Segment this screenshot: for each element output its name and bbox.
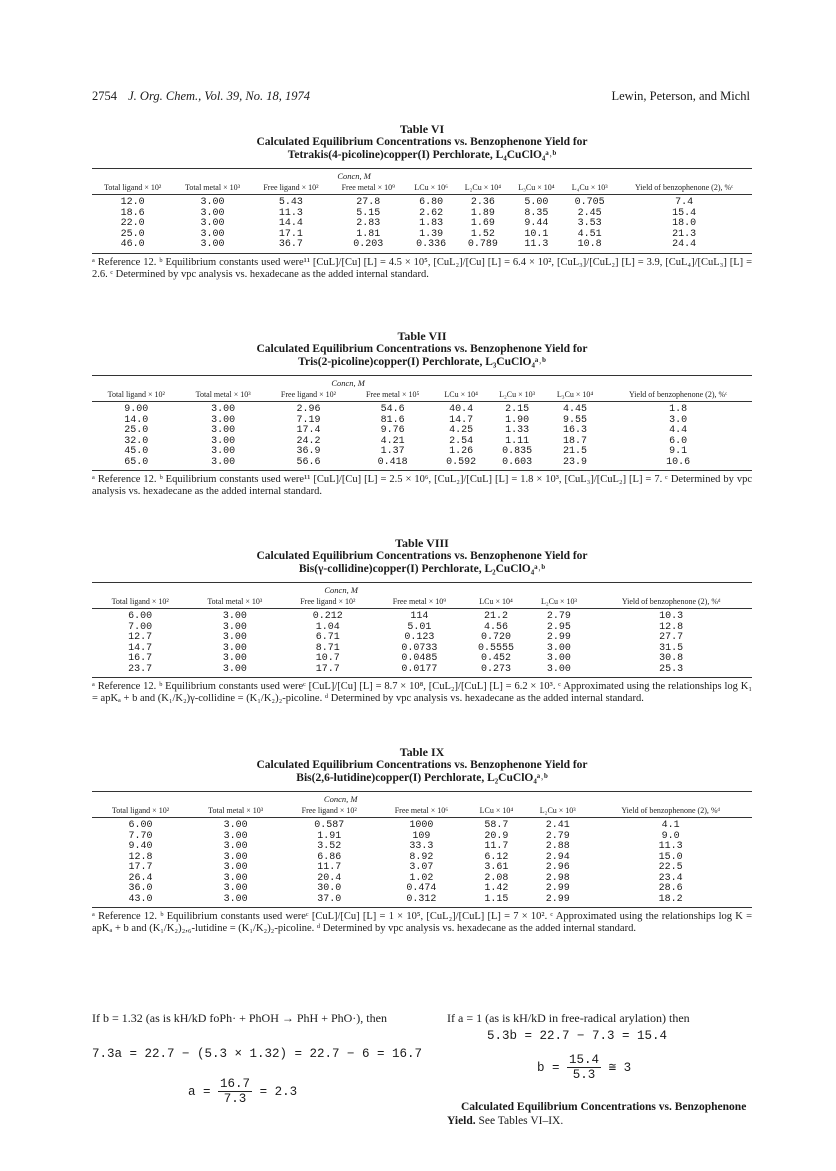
table-cell: 2.36 xyxy=(470,197,495,208)
table-cell: 3.07 xyxy=(409,862,434,873)
column-header: Free metal × 10⁵ xyxy=(351,390,434,402)
table-cell: 3.0 xyxy=(669,414,688,426)
table-cell: 25.0 xyxy=(124,425,149,436)
column-header: Yield of benzophenone (2), %ᶜ xyxy=(616,183,752,195)
table-cell: 36.7 xyxy=(252,240,331,253)
data-table xyxy=(92,168,752,254)
table-cell: 6.71 xyxy=(315,632,340,643)
table-cell: 45.0 xyxy=(124,446,149,457)
table-cell: 17.7 xyxy=(281,665,374,678)
table-cell: 18.6 xyxy=(120,207,145,219)
table-cell: 7.00 xyxy=(128,621,153,633)
column-header: Total ligand × 10² xyxy=(92,806,189,818)
column-header: Free ligand × 10² xyxy=(281,597,374,609)
table-row xyxy=(92,219,752,230)
table-row xyxy=(92,633,752,644)
column-header: LCu × 10⁶ xyxy=(406,183,456,195)
table-cell: 1.04 xyxy=(315,621,340,633)
table-cell: 9.55 xyxy=(563,414,588,426)
table-cell: 12.0 xyxy=(120,197,145,208)
table-cell: 10.6 xyxy=(604,458,752,471)
table-cell: 0.452 xyxy=(481,653,512,664)
table-cell: 3.00 xyxy=(173,240,251,253)
table-cell: 3.00 xyxy=(200,218,225,229)
table-cell: 9.40 xyxy=(128,841,153,852)
table-footnote: ᵃ Reference 12. ᵇ Equilibrium constants used wereᶜ [CuL]/[Cu] [L] = 8.7 × 10⁸, [CuL₂]/[CuL] [L] = 6.2 × 10³. ᶜ Approximated using the relationships log K₁ = apKₐ + b and (K₁/K₂)γ-collidine = (K₁/K₂)₂-picoline. ᵈ Determined by vpc analysis vs. hexadecane as the added internal standard. xyxy=(92,681,752,704)
table-cell: 7.4 xyxy=(675,197,694,208)
right-column xyxy=(447,1011,757,1128)
table-cell: 2.15 xyxy=(505,404,530,415)
table-cell: 33.3 xyxy=(409,841,434,852)
table-cell: 1.91 xyxy=(317,830,342,842)
table-row xyxy=(92,402,752,416)
table-cell: 3.00 xyxy=(223,872,248,884)
table-cell: 0.474 xyxy=(406,883,437,894)
table-cell: 5.15 xyxy=(356,207,381,219)
table-cell: 17.4 xyxy=(296,425,321,436)
table-cell: 6.00 xyxy=(128,820,153,831)
table-caption-line2: Bis(γ-collidine)copper(I) Perchlorate, L₂CuClO₄ᵃ˒ᵇ xyxy=(298,563,546,575)
table-cell: 0.123 xyxy=(404,632,435,643)
table-cell: 9.44 xyxy=(524,218,549,229)
column-header: Total ligand × 10² xyxy=(92,390,180,402)
table-ix-block xyxy=(92,745,752,935)
table-cell: 2.62 xyxy=(419,207,444,219)
table-row xyxy=(92,818,752,832)
table-cell: 3.00 xyxy=(211,404,236,415)
column-header: LCu × 10⁴ xyxy=(434,390,488,402)
table-cell: 1.69 xyxy=(470,218,495,229)
table-cell: 40.4 xyxy=(449,404,474,415)
table-cell: 0.587 xyxy=(314,820,345,831)
concn-label: Concn, M xyxy=(92,583,590,598)
table-cell: 114 xyxy=(410,611,429,622)
table-cell: 2.94 xyxy=(545,851,570,863)
left-column xyxy=(92,1011,442,1106)
table-cell: 17.7 xyxy=(128,862,153,873)
table-cell: 30.0 xyxy=(317,883,342,894)
table-cell: 1.42 xyxy=(484,883,509,894)
table-cell: 1.8 xyxy=(669,404,688,415)
column-header: Yield of benzophenone (2), %ᶜ xyxy=(604,390,752,402)
table-cell: 6.80 xyxy=(419,197,444,208)
table-cell: 2.98 xyxy=(545,872,570,884)
table-cell: 10.1 xyxy=(524,228,549,240)
table-cell: 12.8 xyxy=(659,621,684,633)
table-cell: 3.00 xyxy=(223,830,248,842)
table-cell: 46.0 xyxy=(92,240,173,253)
table-cell: 109 xyxy=(412,830,431,842)
column-header: L₂Cu × 10³ xyxy=(528,597,591,609)
table-cell: 7.19 xyxy=(296,414,321,426)
table-cell: 4.1 xyxy=(661,820,680,831)
table-cell: 3.00 xyxy=(222,632,247,643)
table-vii-block xyxy=(92,329,752,498)
data-table xyxy=(92,375,752,471)
table-cell: 11.3 xyxy=(510,240,564,253)
table-cell: 4.25 xyxy=(449,425,474,436)
table-caption-line2: Tris(2-picoline)copper(I) Perchlorate, L₃CuClO₄ᵃ˒ᵇ xyxy=(298,356,546,368)
data-table xyxy=(92,582,752,678)
table-cell: 18.2 xyxy=(589,895,752,908)
table-cell: 16.3 xyxy=(563,425,588,436)
table-cell: 0.336 xyxy=(406,240,456,253)
table-cell: 27.8 xyxy=(356,197,381,208)
table-cell: 2.99 xyxy=(526,895,589,908)
table-cell: 14.7 xyxy=(449,414,474,426)
table-cell: 1.33 xyxy=(505,425,530,436)
table-cell: 2.88 xyxy=(545,841,570,852)
section-title: Calculated Equilibrium Concentrations vs. Benzophenone Yield. xyxy=(447,1101,747,1127)
table-cell: 16.7 xyxy=(128,653,153,664)
table-cell: 18.7 xyxy=(563,435,588,447)
table-cell: 10.7 xyxy=(315,653,340,664)
table-cell: 1.90 xyxy=(505,414,530,426)
table-cell: 11.7 xyxy=(317,862,342,873)
table-cell: 1.11 xyxy=(505,435,530,447)
table-cell: 0.418 xyxy=(351,458,434,471)
table-cell: 3.00 xyxy=(222,611,247,622)
column-header: Total metal × 10³ xyxy=(189,806,282,818)
table-cell: 65.0 xyxy=(92,458,180,471)
fraction: $\frac{16.7}{7.3}$ xyxy=(220,1077,251,1106)
table-cell: 25.0 xyxy=(120,228,145,240)
table-row xyxy=(92,884,752,895)
column-header: Total ligand × 10² xyxy=(92,597,188,609)
table-cell: 2.79 xyxy=(546,611,571,622)
table-cell: 28.6 xyxy=(658,883,683,894)
table-number: Table VIII xyxy=(395,536,449,550)
table-cell: 14.4 xyxy=(278,218,303,229)
table-cell: 5.01 xyxy=(407,621,432,633)
table-cell: 2.79 xyxy=(545,830,570,842)
table-cell: 6.0 xyxy=(669,435,688,447)
table-cell: 2.08 xyxy=(484,872,509,884)
table-number: Table VII xyxy=(397,329,447,343)
table-cell: 43.0 xyxy=(92,895,189,908)
table-row xyxy=(92,240,752,253)
table-footnote: ᵃ Reference 12. ᵇ Equilibrium constants used were¹¹ [CuL]/[Cu] [L] = 4.5 × 10⁵, [CuL₂]/[Cu] [L] = 6.4 × 10², [CuL₃]/[CuL₂] [L] = 3.9, [CuL₄]/[CuL₃] [L] = 2.6. ᶜ Determined by vpc analysis vs. hexadecane as the added internal standard. xyxy=(92,256,752,280)
table-cell: 3.00 xyxy=(200,228,225,240)
table-row xyxy=(92,842,752,853)
table-row xyxy=(92,437,752,448)
table-cell: 1.83 xyxy=(419,218,444,229)
table-cell: 12.7 xyxy=(128,632,153,643)
column-header: Yield of benzophenone (2), %ᵈ xyxy=(590,597,752,609)
table-cell: 0.0733 xyxy=(401,642,438,654)
table-cell: 1.52 xyxy=(470,228,495,240)
table-cell: 6.12 xyxy=(484,851,509,863)
table-cell: 3.00 xyxy=(546,642,571,654)
table-cell: 11.3 xyxy=(278,207,303,219)
table-row xyxy=(92,195,752,209)
table-cell: 3.00 xyxy=(211,435,236,447)
table-cell: 58.7 xyxy=(484,820,509,831)
column-header: L₃Cu × 10⁴ xyxy=(510,183,564,195)
concn-label: Concn, M xyxy=(92,792,589,807)
table-cell: 6.00 xyxy=(128,611,153,622)
table-cell: 9.00 xyxy=(124,404,149,415)
table-cell: 4.21 xyxy=(380,435,405,447)
table-cell: 3.53 xyxy=(577,218,602,229)
equation: 5.3b = 22.7 − 7.3 = 15.4 xyxy=(487,1029,668,1043)
table-cell: 3.00 xyxy=(223,841,248,852)
fraction: $\frac{15.4}{5.3}$ xyxy=(569,1053,600,1082)
table-cell: 4.51 xyxy=(577,228,602,240)
column-header: Total metal × 10³ xyxy=(188,597,281,609)
table-row xyxy=(92,863,752,874)
table-cell: 56.6 xyxy=(266,458,351,471)
table-cell: 32.0 xyxy=(124,435,149,447)
data-table xyxy=(92,791,752,908)
table-row xyxy=(92,665,752,678)
page-number: 2754 xyxy=(92,89,117,103)
table-cell: 54.6 xyxy=(380,404,405,415)
column-header: Yield of benzophenone (2), %ᵈ xyxy=(589,806,752,818)
column-header: L₄Cu × 10³ xyxy=(563,183,616,195)
table-cell: 18.0 xyxy=(672,218,697,229)
column-header: Free metal × 10⁹ xyxy=(374,597,464,609)
column-header: LCu × 10⁴ xyxy=(467,806,526,818)
table-cell: 3.00 xyxy=(222,621,247,633)
table-cell: 23.7 xyxy=(92,665,188,678)
table-number: Table VI xyxy=(399,122,445,136)
table-cell: 14.7 xyxy=(128,642,153,654)
table-caption-line1: Calculated Equilibrium Concentrations vs. Benzophenone Yield for xyxy=(256,759,588,771)
table-cell: 0.592 xyxy=(434,458,488,471)
table-cell: 4.4 xyxy=(669,425,688,436)
journal-citation: J. Org. Chem., Vol. 39, No. 18, 1974 xyxy=(128,89,310,103)
table-cell: 0.835 xyxy=(502,446,533,457)
table-cell: 8.71 xyxy=(315,642,340,654)
table-cell: 4.45 xyxy=(563,404,588,415)
equation: a = $\frac{16.7}{7.3}$ = 2.3 xyxy=(188,1077,298,1106)
table-cell: 0.603 xyxy=(488,458,546,471)
left-intro-text: If b = 1.32 (as is kH/kD foPh· + PhOH → PhH + PhO·), then xyxy=(92,1011,387,1025)
table-cell: 0.273 xyxy=(465,665,528,678)
table-cell: 1.26 xyxy=(449,446,474,457)
table-cell: 9.1 xyxy=(669,446,688,457)
table-cell: 5.00 xyxy=(524,197,549,208)
table-row xyxy=(92,447,752,458)
table-cell: 2.99 xyxy=(546,632,571,643)
table-cell: 2.99 xyxy=(545,883,570,894)
table-cell: 1.37 xyxy=(380,446,405,457)
column-header: Total metal × 10³ xyxy=(173,183,251,195)
table-cell: 23.4 xyxy=(658,872,683,884)
author-names: Lewin, Peterson, and Michl xyxy=(611,89,750,103)
column-header: Free ligand × 10² xyxy=(252,183,331,195)
table-cell: 20.9 xyxy=(484,830,509,842)
table-footnote: ᵃ Reference 12. ᵇ Equilibrium constants used wereᶜ [CuL]/[Cu] [L] = 1 × 10⁵, [CuL₂]/[CuL] [L] = 7 × 10². ᶜ Approximated using the relationships log K = apKₐ + b and (K₁/K₂)₂,₆-lutidine = (K₁/K₂)₂-picoline. ᵈ Determined by vpc analysis vs. hexadecane as the added internal standard. xyxy=(92,911,752,934)
table-cell: 3.00 xyxy=(223,820,248,831)
table-cell: 3.00 xyxy=(528,665,591,678)
column-header: L₂Cu × 10⁴ xyxy=(456,183,510,195)
table-caption-line2: Tetrakis(4-picoline)copper(I) Perchlorate, L₄CuClO₄ᵃ˒ᵇ xyxy=(287,149,557,161)
table-cell: 20.4 xyxy=(317,872,342,884)
table-cell: 3.00 xyxy=(188,665,281,678)
table-cell: 2.41 xyxy=(545,820,570,831)
table-cell: 0.5555 xyxy=(478,642,515,654)
running-header xyxy=(92,89,750,104)
table-cell: 3.00 xyxy=(180,458,265,471)
table-cell: 21.5 xyxy=(563,446,588,457)
column-header: Total metal × 10³ xyxy=(180,390,265,402)
table-row xyxy=(92,895,752,908)
concn-label: Concn, M xyxy=(92,376,604,391)
table-cell: 1.81 xyxy=(356,228,381,240)
table-cell: 2.45 xyxy=(577,207,602,219)
table-cell: 8.35 xyxy=(524,207,549,219)
right-intro-text: If a = 1 (as is kH/kD in free-radical arylation) then xyxy=(447,1011,690,1025)
table-cell: 3.00 xyxy=(211,446,236,457)
table-row xyxy=(92,654,752,665)
table-cell: 81.6 xyxy=(380,414,405,426)
table-cell: 2.96 xyxy=(545,862,570,873)
table-caption-line1: Calculated Equilibrium Concentrations vs. Benzophenone Yield for xyxy=(256,136,588,148)
table-vi-block xyxy=(92,122,752,281)
table-row xyxy=(92,426,752,437)
table-cell: 10.8 xyxy=(563,240,616,253)
table-cell: 37.0 xyxy=(282,895,376,908)
table-cell: 4.56 xyxy=(484,621,509,633)
table-cell: 10.3 xyxy=(659,611,684,622)
table-cell: 3.00 xyxy=(189,895,282,908)
table-cell: 30.8 xyxy=(659,653,684,664)
column-header: Free ligand × 10² xyxy=(282,806,376,818)
section-reference: See Tables VI–IX. xyxy=(478,1115,564,1127)
table-cell: 0.720 xyxy=(481,632,512,643)
table-cell: 26.4 xyxy=(128,872,153,884)
column-header: L₂Cu × 10³ xyxy=(526,806,589,818)
table-cell: 11.3 xyxy=(658,841,683,852)
table-number: Table IX xyxy=(399,745,445,759)
table-cell: 2.83 xyxy=(356,218,381,229)
table-footnote: ᵃ Reference 12. ᵇ Equilibrium constants used were¹¹ [CuL]/[Cu] [L] = 2.5 × 10⁶, [CuL₂]/[CuL] [L] = 1.8 × 10³, [CuL₃]/[CuL₂] [L] = 7. ᶜ Determined by vpc analysis vs. hexadecane as the added internal standard. xyxy=(92,474,752,497)
table-cell: 2.95 xyxy=(546,621,571,633)
table-cell: 0.312 xyxy=(376,895,467,908)
column-header: Free metal × 10⁶ xyxy=(376,806,467,818)
column-header: Free metal × 10⁹ xyxy=(330,183,406,195)
table-cell: 25.3 xyxy=(590,665,752,678)
table-cell: 21.2 xyxy=(484,611,509,622)
table-cell: 3.00 xyxy=(211,414,236,426)
table-cell: 0.789 xyxy=(456,240,510,253)
table-cell: 2.96 xyxy=(296,404,321,415)
table-cell: 0.203 xyxy=(330,240,406,253)
table-caption-line1: Calculated Equilibrium Concentrations vs. Benzophenone Yield for xyxy=(256,550,588,562)
table-cell: 1.39 xyxy=(419,228,444,240)
table-cell: 12.8 xyxy=(128,851,153,863)
table-cell: 3.00 xyxy=(223,883,248,894)
table-cell: 14.0 xyxy=(124,414,149,426)
table-cell: 0.212 xyxy=(312,611,343,622)
table-row xyxy=(92,416,752,427)
table-cell: 17.1 xyxy=(278,228,303,240)
table-row xyxy=(92,609,752,623)
table-cell: 6.86 xyxy=(317,851,342,863)
table-cell: 1.89 xyxy=(470,207,495,219)
column-header: LCu × 10⁴ xyxy=(465,597,528,609)
table-cell: 0.0177 xyxy=(374,665,464,678)
table-cell: 3.00 xyxy=(222,642,247,654)
table-cell: 15.0 xyxy=(658,851,683,863)
table-cell: 3.52 xyxy=(317,841,342,852)
table-cell: 0.0485 xyxy=(401,653,438,664)
table-row xyxy=(92,458,752,471)
equation: 7.3a = 22.7 − (5.3 × 1.32) = 22.7 − 6 = 16.7 xyxy=(92,1047,423,1061)
table-cell: 1000 xyxy=(409,820,434,831)
column-header: Total ligand × 10² xyxy=(92,183,173,195)
table-cell: 22.0 xyxy=(120,218,145,229)
table-cell: 3.00 xyxy=(200,207,225,219)
table-cell: 3.00 xyxy=(211,425,236,436)
table-cell: 3.00 xyxy=(546,653,571,664)
table-cell: 24.2 xyxy=(296,435,321,447)
table-viii-block xyxy=(92,536,752,705)
table-cell: 31.5 xyxy=(659,642,684,654)
concn-label: Concn, M xyxy=(92,169,616,184)
table-cell: 3.00 xyxy=(223,862,248,873)
table-cell: 36.0 xyxy=(128,883,153,894)
column-header: Free ligand × 10² xyxy=(266,390,351,402)
table-cell: 15.4 xyxy=(672,207,697,219)
table-caption-line2: Bis(2,6-lutidine)copper(I) Perchlorate, L₂CuClO₄ᵃ˒ᵇ xyxy=(296,772,548,784)
table-cell: 21.3 xyxy=(672,228,697,240)
section-paragraph xyxy=(447,1100,757,1128)
equation: b = $\frac{15.4}{5.3}$ ≅ 3 xyxy=(537,1053,632,1082)
table-cell: 3.00 xyxy=(222,653,247,664)
table-cell: 5.43 xyxy=(278,197,303,208)
column-header: L₃Cu × 10⁴ xyxy=(546,390,604,402)
table-cell: 27.7 xyxy=(659,632,684,643)
column-header: L₂Cu × 10³ xyxy=(488,390,546,402)
table-cell: 3.00 xyxy=(200,197,225,208)
table-cell: 9.0 xyxy=(661,830,680,842)
table-cell: 3.00 xyxy=(223,851,248,863)
table-caption-line1: Calculated Equilibrium Concentrations vs. Benzophenone Yield for xyxy=(256,343,588,355)
table-cell: 22.5 xyxy=(658,862,683,873)
table-cell: 8.92 xyxy=(409,851,434,863)
table-cell: 36.9 xyxy=(296,446,321,457)
table-cell: 9.76 xyxy=(380,425,405,436)
table-cell: 24.4 xyxy=(616,240,752,253)
table-cell: 11.7 xyxy=(484,841,509,852)
table-cell: 1.02 xyxy=(409,872,434,884)
table-cell: 3.61 xyxy=(484,862,509,873)
table-cell: 0.705 xyxy=(574,197,605,208)
table-cell: 2.54 xyxy=(449,435,474,447)
table-cell: 7.70 xyxy=(128,830,153,842)
table-cell: 23.9 xyxy=(546,458,604,471)
table-cell: 1.15 xyxy=(467,895,526,908)
